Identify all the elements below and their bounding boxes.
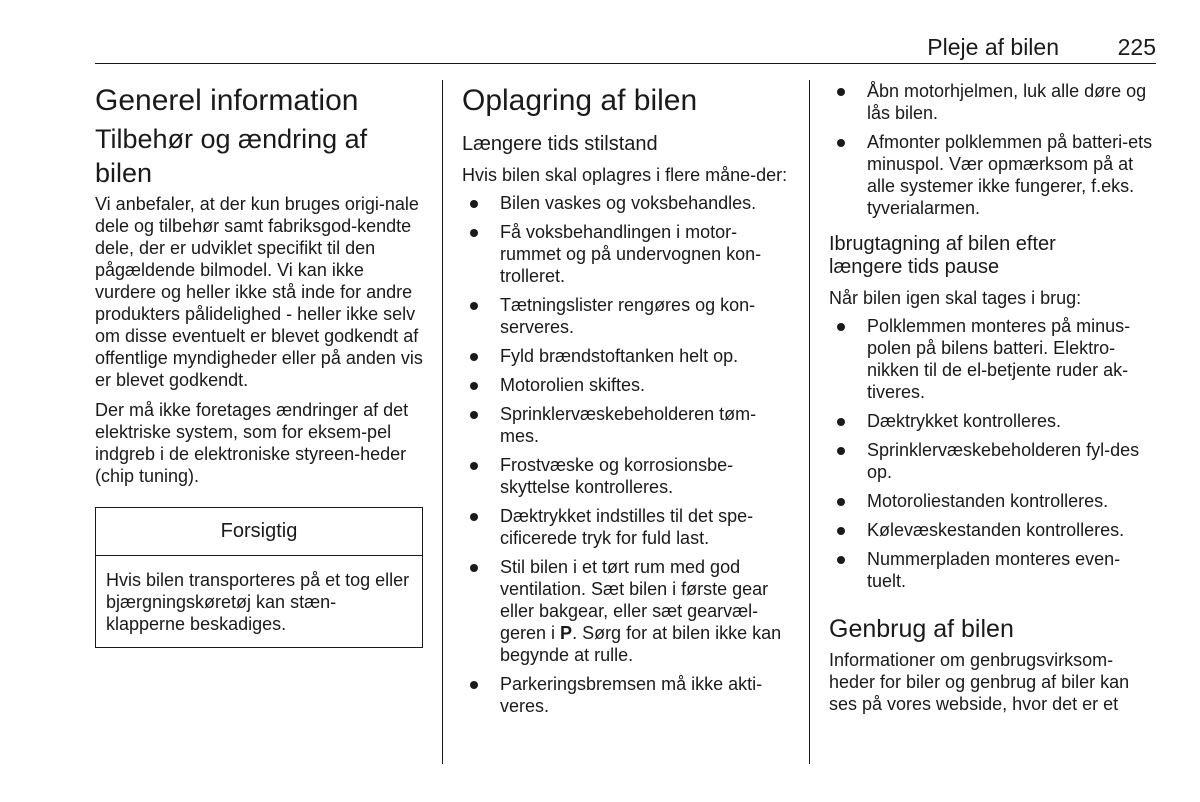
- column-divider: [442, 80, 443, 764]
- bullet-dot: [470, 462, 478, 470]
- bullet-dot: [470, 382, 478, 390]
- bullet-dot: [837, 88, 845, 96]
- subsection-heading-recommissioning: Ibrugtagning af bilen efter længere tids pause: [829, 233, 1056, 278]
- list-item: Motorolien skiftes.: [462, 374, 792, 396]
- list-item: Kølevæskestanden kontrolleres.: [829, 519, 1156, 541]
- paragraph: Vi anbefaler, at der kun bruges origi-nale dele og tilbehør samt fabriksgod-kendte dele, der er udviklet specifikt til den pågældende bilmodel. Vi kan ikke vurdere og heller ikke stå inde for andre produkters pålidelighed - heller ikke selv om disse eventuelt er blevet godkendt af offentlige myndigheder eller på anden vis er blevet godkendt.: [95, 194, 423, 390]
- list-item: Sprinklervæskebeholderen fyl-des op.: [829, 439, 1156, 483]
- page-number: 225: [1117, 34, 1156, 60]
- bullet-dot: [470, 411, 478, 419]
- subsection-heading-accessories: Tilbehør og ændring af bilen: [95, 124, 368, 188]
- caution-text: Hvis bilen transporteres på et tog eller bjærgningskøretøj kan stæn-klapperne beskadiges.: [106, 570, 410, 634]
- bullet-dot: [837, 498, 845, 506]
- caution-box: [95, 507, 423, 648]
- storage-bullet-list: [462, 192, 792, 717]
- bullet-dot: [470, 513, 478, 521]
- paragraph: Informationer om genbrugsvirksom-heder for biler og genbrug af biler kan ses på vores webside, hvor det er et: [829, 650, 1130, 714]
- recommissioning-bullet-list: [829, 315, 1156, 592]
- column-divider: [809, 80, 810, 764]
- column-right: [829, 80, 1156, 715]
- storage-bullet-list-continued: [829, 80, 1156, 219]
- list-item: Polklemmen monteres på minus-polen på bilens batteri. Elektro-nikken til de el-betjente ruder ak-tiveres.: [829, 315, 1156, 403]
- list-item: Parkeringsbremsen må ikke akti-veres.: [462, 673, 792, 717]
- list-item: Dæktrykket kontrolleres.: [829, 410, 1156, 432]
- list-item: Motoroliestanden kontrolleres.: [829, 490, 1156, 512]
- caution-title: Forsigtig: [96, 508, 422, 556]
- bullet-dot: [837, 556, 845, 564]
- list-item: Få voksbehandlingen i motor-rummet og på undervognen kon-trolleret.: [462, 221, 792, 287]
- bullet-dot: [837, 139, 845, 147]
- subsection-heading-long-term-storage: Længere tids stilstand: [462, 133, 658, 155]
- list-item: Åbn motorhjelmen, luk alle døre og lås bilen.: [829, 80, 1156, 124]
- list-item: Afmonter polklemmen på batteri-ets minuspol. Vær opmærksom på at alle systemer ikke fungerer, f.eks. tyverialarmen.: [829, 131, 1156, 219]
- paragraph: Når bilen igen skal tages i brug:: [829, 288, 1082, 308]
- bullet-dot: [470, 681, 478, 689]
- header-section-title: Pleje af bilen: [927, 34, 1059, 60]
- bullet-dot: [470, 200, 478, 208]
- paragraph: Hvis bilen skal oplagres i flere måne-der:: [462, 165, 788, 185]
- list-item: Stil bilen i et tørt rum med god ventilation. Sæt bilen i første gear eller bakgear, eller sæt gearvæl-geren i P. Sørg for at bilen ikke kan begynde at rulle.: [462, 556, 792, 666]
- page-header: [95, 30, 1156, 64]
- list-item: Sprinklervæskebeholderen tøm-mes.: [462, 403, 792, 447]
- bullet-dot: [470, 564, 478, 572]
- section-heading-general-information: Generel information: [95, 84, 359, 117]
- list-item: Fyld brændstoftanken helt op.: [462, 345, 792, 367]
- list-item: Dæktrykket indstilles til det spe-cificerede tryk for fuld last.: [462, 505, 792, 549]
- bullet-dot: [837, 323, 845, 331]
- bullet-dot: [837, 527, 845, 535]
- bullet-dot: [470, 353, 478, 361]
- column-left: [95, 80, 423, 648]
- bullet-dot: [837, 418, 845, 426]
- list-item: Tætningslister rengøres og kon-serveres.: [462, 294, 792, 338]
- bullet-dot: [837, 447, 845, 455]
- bullet-dot: [470, 302, 478, 310]
- section-heading-recycling: Genbrug af bilen: [829, 615, 1014, 643]
- list-item: Frostvæske og korrosionsbe-skyttelse kontrolleres.: [462, 454, 792, 498]
- section-heading-storage: Oplagring af bilen: [462, 84, 698, 117]
- column-middle: [462, 80, 792, 724]
- gear-position-p: P: [560, 623, 573, 643]
- bullet-dot: [470, 229, 478, 237]
- list-item: Nummerpladen monteres even-tuelt.: [829, 548, 1156, 592]
- list-item: Bilen vaskes og voksbehandles.: [462, 192, 792, 214]
- paragraph: Der må ikke foretages ændringer af det elektriske system, som for eksem-pel indgreb i de elektroniske styreen-heder (chip tuning).: [95, 400, 409, 486]
